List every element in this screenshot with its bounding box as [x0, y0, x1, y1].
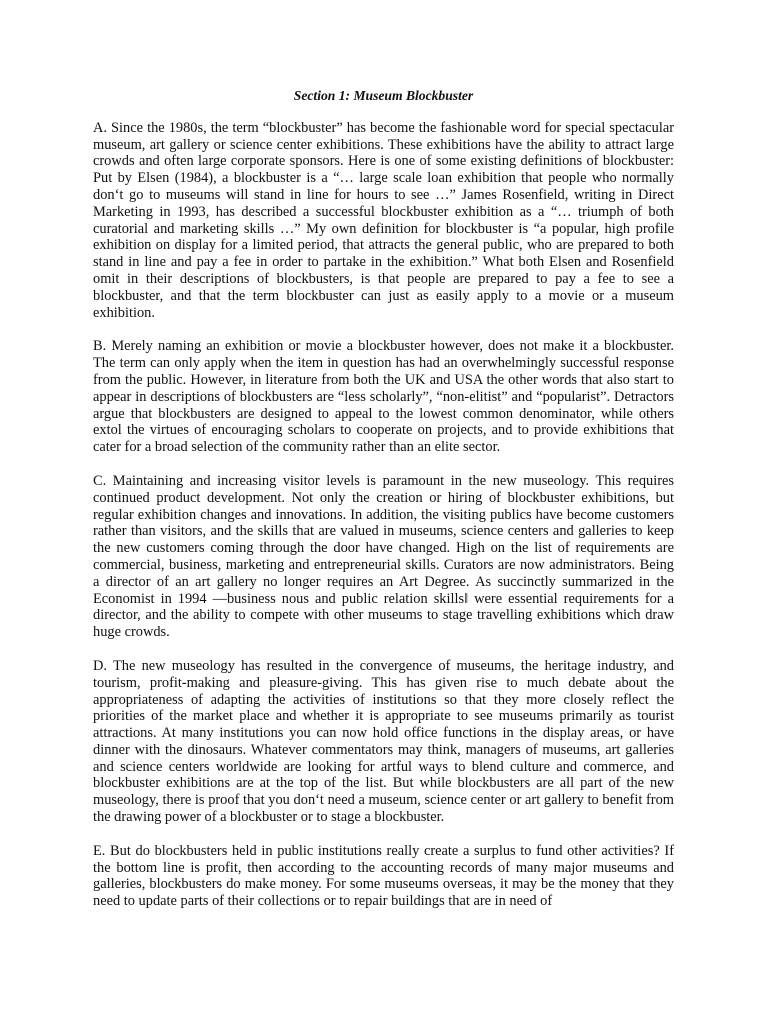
- section-title: Section 1: Museum Blockbuster: [293, 88, 474, 103]
- paragraph-a: A. Since the 1980s, the term “blockbuster” has become the fashionable word for special spectacular museum, art gallery or science center exhibitions. These exhibitions have the ability to attract large crowds and often large corporate sponsors. Here is one of some existing definitions of blockbuster: Put by Elsen (1984), a blockbuster is a “… large scale loan exhibition that people who normally don‘t go to museums will stand in line for hours to see …” James Rosenfield, writing in Direct Marketing in 1993, has described a successful blockbuster exhibition as a “… triumph of both curatorial and marketing skills …” My own definition for blockbuster is “a popular, high profile exhibition on display for a limited period, that attracts the general public, who are prepared to both stand in line and pay a fee in order to partake in the exhibition.” What both Elsen and Rosenfield omit in their descriptions of blockbusters, is that people are prepared to pay a fee to see a blockbuster, and that the term blockbuster can just as easily apply to a movie or a museum exhibition.: [93, 119, 674, 321]
- document-body: [93, 88, 674, 927]
- paragraph-b: B. Merely naming an exhibition or movie a blockbuster however, does not make it a blockbuster. The term can only apply when the item in question has had an overwhelmingly successful response from the public. However, in literature from both the UK and USA the other words that also start to appear in descriptions of blockbusters are “less scholarly”, “non-elitist” and “popularist”. Detractors argue that blockbusters are designed to appeal to the lowest common denominator, while others extol the virtues of encouraging scholars to cooperate on projects, and to provide exhibitions that cater for a broad selection of the community rather than an elite sector.: [93, 338, 674, 456]
- paragraph-e: E. But do blockbusters held in public institutions really create a surplus to fund other activities? If the bottom line is profit, then according to the accounting records of many major museums and galleries, blockbusters do make money. For some museums overseas, it may be the money that they need to update parts of their collections or to repair buildings that are in need of: [93, 842, 674, 910]
- paragraph-c: C. Maintaining and increasing visitor levels is paramount in the new museology. This requires continued product development. Not only the creation or hiring of blockbuster exhibitions, but regular exhibition changes and innovations. In addition, the visiting publics have become customers rather than visitors, and the skills that are valued in museums, science centers and galleries to keep the new customers coming through the door have changed. High on the list of requirements are commercial, business, marketing and entrepreneurial skills. Curators are now administrators. Being a director of an art gallery no longer requires an Art Degree. As succinctly summarized in the Economist in 1994 ―business nous and public relation skills‖ were essential requirements for a director, and the ability to compete with other museums to stage travelling exhibitions which draw huge crowds.: [93, 472, 674, 641]
- paragraph-d: D. The new museology has resulted in the convergence of museums, the heritage industry, and tourism, profit-making and pleasure-giving. This has given rise to much debate about the appropriateness of adapting the activities of institutions so that they more closely reflect the priorities of the market place and whether it is appropriate to see museums primarily as tourist attractions. At many institutions you can now hold office functions in the display areas, or have dinner with the dinosaurs. Whatever commentators may think, managers of museums, art galleries and science centers worldwide are looking for artful ways to blend culture and commerce, and blockbuster exhibitions are at the top of the list. But while blockbusters are all part of the new museology, there is proof that you don‘t need a museum, science center or art gallery to benefit from the drawing power of a blockbuster or to stage a blockbuster.: [93, 657, 674, 826]
